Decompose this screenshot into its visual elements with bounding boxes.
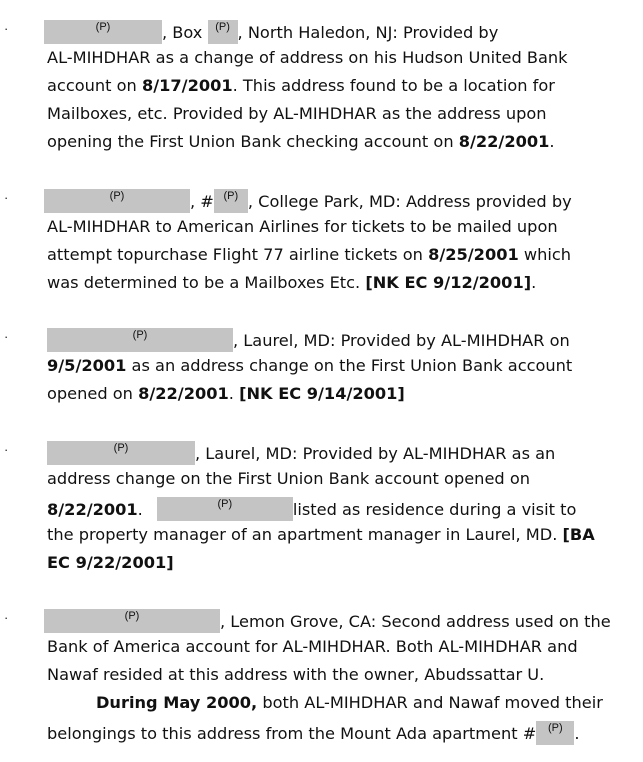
entry-line — [47, 328, 570, 352]
source-citation: [BA — [562, 525, 595, 544]
text-segment: . — [228, 384, 240, 403]
redaction-box — [44, 609, 220, 633]
entry-line — [47, 384, 405, 404]
redaction-box — [47, 328, 233, 352]
text-segment: , # — [190, 192, 214, 211]
date: 9/5/2001 — [47, 356, 127, 375]
bullet: · — [4, 190, 9, 205]
entry-line: AL-MIHDHAR to American Airlines for tickets to be mailed upon — [47, 217, 558, 236]
entry-line: address change on the First Union Bank account opened on — [47, 469, 530, 488]
entry-line — [47, 721, 579, 745]
entry-line — [47, 525, 595, 545]
text-segment: . This address found to be a location for — [232, 76, 555, 95]
date: 8/25/2001 — [428, 245, 519, 264]
entry-line — [44, 20, 498, 44]
text-segment: , North Haledon, NJ: Provided by — [237, 23, 499, 42]
redaction-box — [157, 497, 293, 521]
text-segment: listed as residence during a visit to — [292, 500, 577, 519]
text-segment: . — [574, 724, 580, 743]
date: During May 2000, — [96, 693, 258, 712]
text-segment: which — [518, 245, 572, 264]
entry-line: Nawaf resided at this address with the owner, Abudssattar U. — [47, 665, 545, 684]
redaction-tag: (P) — [95, 21, 111, 33]
text-segment: , Lemon Grove, CA: Second address used on the — [220, 612, 611, 631]
date: 8/17/2001 — [141, 76, 233, 95]
redaction-box — [214, 189, 248, 213]
date: 8/22/2001 — [47, 500, 138, 519]
entry-line — [47, 245, 571, 265]
redaction-tag: (P) — [132, 329, 148, 341]
redaction-box — [536, 721, 574, 745]
text-segment: was determined to be a Mailboxes Etc. — [47, 273, 366, 292]
text-segment: , Laurel, MD: Provided by AL-MIHDHAR as an — [195, 444, 556, 463]
entry-line — [47, 497, 576, 521]
entry-line — [47, 356, 572, 376]
date: 8/22/2001 — [458, 132, 550, 151]
bullet: · — [4, 329, 9, 344]
redaction-tag: (P) — [113, 442, 129, 454]
text-segment: as an address change on the First Union Bank account — [126, 356, 573, 375]
text-segment: . — [549, 132, 555, 151]
redaction-tag: (P) — [223, 190, 239, 202]
redaction-tag: (P) — [547, 722, 563, 734]
source-citation: [NK EC 9/14/2001] — [239, 384, 405, 403]
entry-line — [44, 609, 611, 633]
text-segment: the property manager of an apartment manager in Laurel, MD. — [47, 525, 563, 544]
redaction-box — [47, 441, 195, 465]
text-segment: . — [531, 273, 537, 292]
entry-line — [47, 273, 536, 293]
entry-line — [47, 132, 555, 152]
redaction-box — [44, 189, 190, 213]
text-segment: , College Park, MD: Address provided by — [247, 192, 572, 211]
entry-line — [44, 189, 572, 213]
entry-line — [47, 76, 555, 96]
redaction-tag: (P) — [124, 610, 140, 622]
redaction-box — [208, 20, 238, 44]
text-segment: account on — [47, 76, 142, 95]
date: 8/22/2001 — [138, 384, 229, 403]
entry-line — [96, 693, 603, 713]
source-citation: [NK EC 9/12/2001] — [365, 273, 532, 292]
text-segment: both AL-MIHDHAR and Nawaf moved their — [257, 693, 603, 712]
entry-line: Mailboxes, etc. Provided by AL-MIHDHAR as the address upon — [47, 104, 547, 123]
text-segment: , Laurel, MD: Provided by AL-MIHDHAR on — [233, 331, 570, 350]
text-segment: opened on — [47, 384, 139, 403]
redaction-tag: (P) — [109, 190, 125, 202]
bullet: · — [4, 442, 9, 457]
text-segment: opening the First Union Bank checking account on — [47, 132, 459, 151]
redaction-tag: (P) — [215, 21, 230, 33]
text-segment: attempt topurchase Flight 77 airline tickets on — [47, 245, 429, 264]
source-citation: EC 9/22/2001] — [47, 553, 174, 572]
redaction-tag: (P) — [217, 498, 233, 510]
entry-line: Bank of America account for AL-MIHDHAR. Both AL-MIHDHAR and — [47, 637, 578, 656]
redaction-box — [44, 20, 162, 44]
entry-line — [47, 441, 555, 465]
bullet: · — [4, 21, 9, 36]
text-segment: , Box — [162, 23, 208, 42]
text-segment: belongings to this address from the Mount Ada apartment # — [47, 724, 537, 743]
bullet: · — [4, 610, 9, 625]
entry-line: AL-MIHDHAR as a change of address on his Hudson United Bank — [47, 48, 568, 67]
entry-line — [47, 553, 174, 573]
text-segment: . — [137, 500, 143, 519]
